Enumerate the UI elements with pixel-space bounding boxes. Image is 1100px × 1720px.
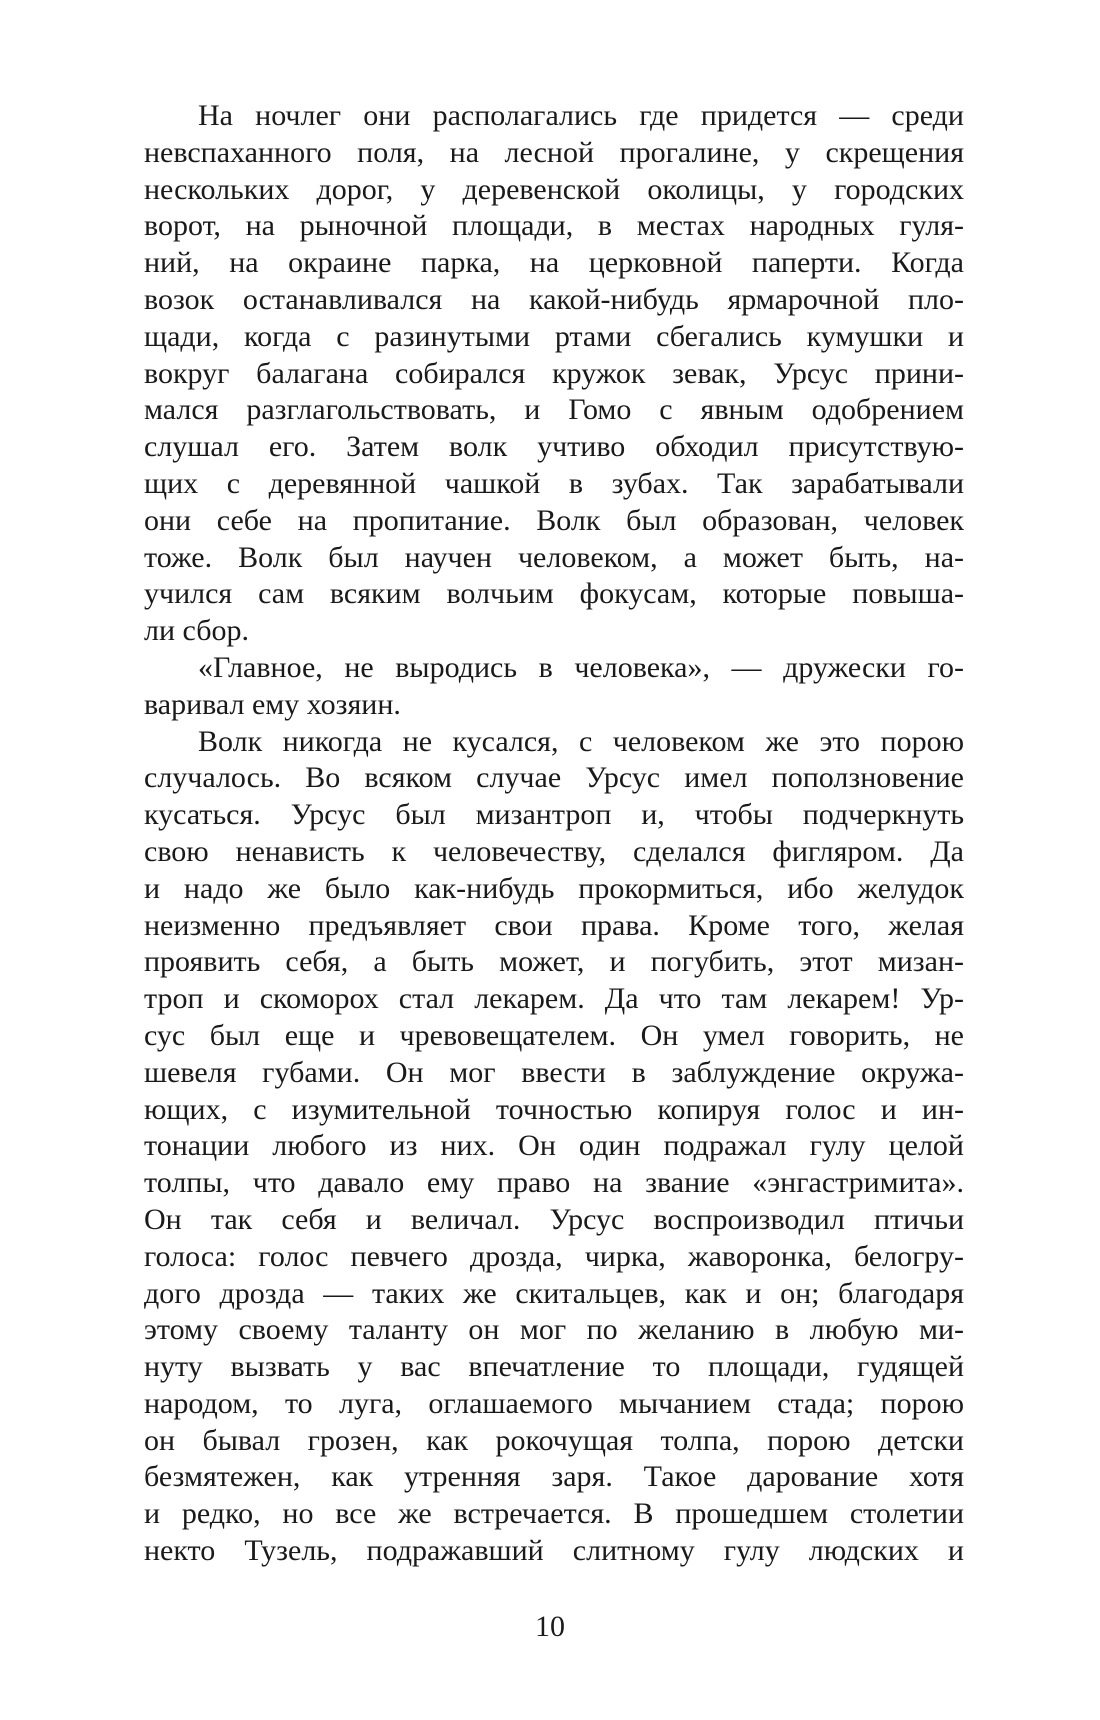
text-line: варивал ему хозяин. — [144, 687, 401, 721]
text-line: и редко, но все же встречается. В прошедшем столетии — [144, 1497, 964, 1531]
text-line: сус был еще и чревовещателем. Он умел говорить, не — [144, 1018, 964, 1052]
text-line: Он так себя и величал. Урсус воспроизводил птичьи — [144, 1202, 964, 1236]
text-line: он бывал грозен, как рокочущая толпа, порою детски — [144, 1423, 964, 1457]
text-line: «Главное, не выродись в человека», — дружески го- — [198, 650, 964, 684]
text-line: случалось. Во всяком случае Урсус имел поползновение — [144, 761, 964, 795]
text-line: этому своему таланту он мог по желанию в любую ми- — [144, 1313, 964, 1347]
text-line: шевеля губами. Он мог ввести в заблуждение окружа- — [144, 1055, 964, 1089]
text-line: они себе на пропитание. Волк был образован, человек — [144, 503, 964, 537]
text-line: мался разглагольствовать, и Гомо с явным одобрением — [144, 393, 964, 427]
text-line: На ночлег они располагались где придется — среди — [198, 99, 964, 132]
text-line: возок останавливался на какой-нибудь ярмарочной пло- — [144, 282, 964, 316]
text-line: щади, когда с разинутыми ртами сбегались кумушки и — [144, 319, 964, 353]
text-line: народом, то луга, оглашаемого мычанием стада; порою — [144, 1386, 964, 1420]
text-line: учился сам всяким волчьим фокусам, которые повыша- — [144, 577, 964, 611]
text-line: нескольких дорог, у деревенской околицы, у городских — [144, 172, 964, 206]
text-line: Волк никогда не кусался, с человеком же это порою — [198, 724, 964, 758]
text-line: нуту вызвать у вас впечатление то площади, гудящей — [144, 1350, 964, 1384]
text-line: ли сбор. — [144, 614, 249, 648]
text-line: некто Тузель, подражавший слитному гулу людских и — [144, 1534, 964, 1568]
text-line: безмятежен, как утренняя заря. Такое дарование хотя — [144, 1460, 964, 1494]
text-line: ний, на окраине парка, на церковной паперти. Когда — [144, 246, 964, 280]
page-number: 10 — [535, 1610, 565, 1643]
text-line: щих с деревянной чашкой в зубах. Так зарабатывали — [144, 466, 964, 500]
text-line: тонации любого из них. Он один подражал гулу целой — [144, 1129, 964, 1163]
text-line: дого дрозда — таких же скитальцев, как и он; благодаря — [144, 1276, 964, 1310]
text-line: ворот, на рыночной площади, в местах народных гуля- — [144, 209, 964, 243]
text-line: невспаханного поля, на лесной прогалине, у скрещения — [144, 135, 964, 169]
text-line: ющих, с изумительной точностью копируя голос и ин- — [144, 1092, 964, 1126]
text-line: и надо же было как-нибудь прокормиться, ибо желудок — [144, 871, 964, 905]
text-line: проявить себя, а быть может, и погубить, этот мизан- — [144, 945, 964, 979]
text-line: свою ненависть к человечеству, сделался фигляром. Да — [144, 834, 964, 868]
text-line: вокруг балагана собирался кружок зевак, Урсус прини- — [144, 356, 964, 390]
body-text — [144, 98, 964, 1570]
text-line: неизменно предъявляет свои права. Кроме того, желая — [144, 908, 964, 942]
text-line: слушал его. Затем волк учтиво обходил присутствую- — [144, 430, 964, 464]
text-line: голоса: голос певчего дрозда, чирка, жаворонка, белогру- — [144, 1239, 964, 1273]
text-line: толпы, что давало ему право на звание «энгастримита». — [144, 1166, 964, 1200]
text-line: троп и скоморох стал лекарем. Да что там лекарем! Ур- — [144, 982, 964, 1016]
text-line: кусаться. Урсус был мизантроп и, чтобы подчеркнуть — [144, 798, 964, 832]
text-line: тоже. Волк был научен человеком, а может быть, на- — [144, 540, 964, 574]
